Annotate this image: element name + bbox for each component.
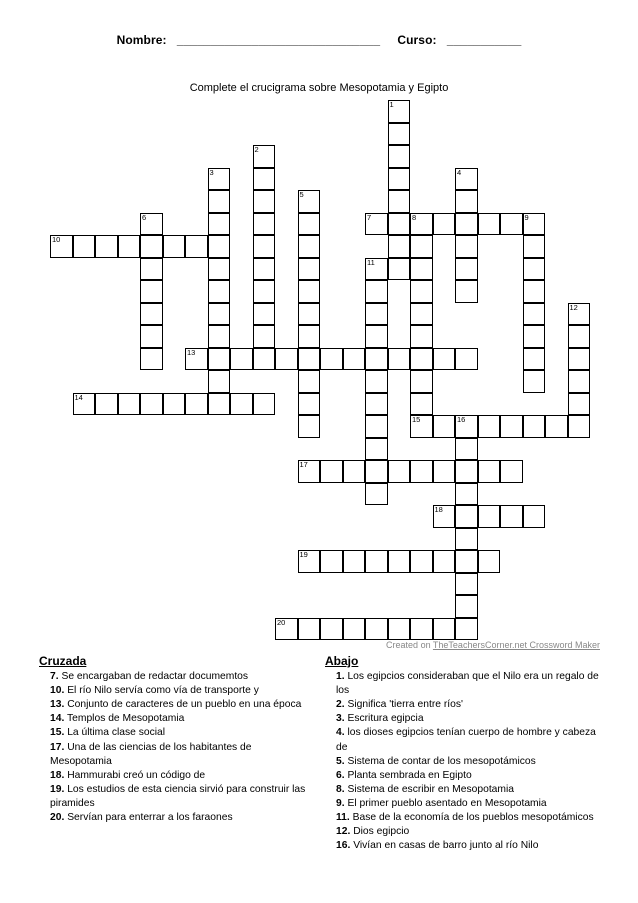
crossword-cell[interactable]: [275, 348, 298, 371]
crossword-cell[interactable]: [433, 415, 456, 438]
clue-item: [39, 726, 314, 740]
crossword-cell[interactable]: [140, 258, 163, 281]
crossword-cell[interactable]: [478, 415, 501, 438]
clue-item: [39, 712, 314, 726]
clue-item-text: La última clase social: [64, 727, 166, 739]
crossword-cell[interactable]: [388, 123, 411, 146]
crossword-cell[interactable]: [455, 595, 478, 618]
crossword-cell[interactable]: [208, 213, 231, 236]
crossword-cell[interactable]: [140, 303, 163, 326]
crossword-cell[interactable]: [365, 550, 388, 573]
clue-item-number: 14.: [50, 713, 65, 725]
clue-item-text: Sistema de escribir en Mesopotamia: [344, 783, 514, 795]
crossword-cell[interactable]: [433, 550, 456, 573]
clue-number: 18: [434, 505, 443, 514]
crossword-cell[interactable]: [365, 348, 388, 371]
clue-item-text: Hammurabi creó un código de: [64, 769, 206, 781]
credit-line: [386, 640, 600, 650]
clue-number: 2: [254, 145, 259, 154]
crossword-cell[interactable]: [478, 550, 501, 573]
crossword-cell[interactable]: [568, 325, 591, 348]
crossword-cell[interactable]: [568, 415, 591, 438]
clue-number: 9: [524, 212, 529, 222]
crossword-cell[interactable]: [410, 235, 433, 258]
crossword-cell[interactable]: [253, 168, 276, 191]
crossword-cell[interactable]: [455, 573, 478, 596]
down-clues: [325, 654, 605, 853]
clue-item: [325, 670, 605, 698]
clue-number: 8: [412, 212, 417, 222]
crossword-cell[interactable]: [365, 258, 388, 281]
clue-item-text: Los egipcios consideraban que el Nilo era un regalo de los: [336, 671, 599, 697]
crossword-cell[interactable]: [455, 415, 478, 438]
crossword-cell[interactable]: [253, 348, 276, 371]
clue-number: 12: [569, 302, 578, 312]
crossword-cell[interactable]: [433, 348, 456, 371]
crossword-cell[interactable]: [388, 258, 411, 281]
crossword-cell[interactable]: [163, 393, 186, 416]
clue-item: [325, 783, 605, 797]
crossword-cell[interactable]: [500, 415, 523, 438]
crossword-cell[interactable]: [95, 393, 118, 416]
crossword-cell[interactable]: [365, 370, 388, 393]
crossword-cell[interactable]: [478, 460, 501, 483]
name-label: Nombre:: [116, 33, 167, 47]
name-blank[interactable]: ______________________________: [176, 33, 381, 47]
crossword-cell[interactable]: [410, 258, 433, 281]
crossword-cell[interactable]: [365, 415, 388, 438]
crossword-cell[interactable]: [253, 393, 276, 416]
clue-item-text: Sistema de contar de los mesopotámicos: [344, 755, 536, 767]
clue-item-number: 18.: [50, 769, 65, 781]
clue-item-text: El primer pueblo asentado en Mesopotamia: [344, 797, 547, 809]
crossword-cell[interactable]: [230, 393, 253, 416]
crossword-cell[interactable]: [568, 370, 591, 393]
clue-item: [39, 811, 314, 825]
clue-item-number: 5.: [336, 755, 345, 767]
clue-number: 15: [412, 415, 421, 424]
crossword-cell[interactable]: [298, 213, 321, 236]
clue-item-text: Base de la economía de los pueblos mesopotámicos: [349, 812, 594, 824]
crossword-cell[interactable]: [410, 415, 433, 438]
crossword-cell[interactable]: [455, 460, 478, 483]
clue-item-text: Los estudios de esta ciencia sirvió para construir las piramides: [50, 783, 306, 809]
crossword-cell[interactable]: [208, 280, 231, 303]
crossword-cell[interactable]: [343, 348, 366, 371]
clue-number: 5: [299, 190, 304, 199]
crossword-cell[interactable]: [433, 505, 456, 528]
crossword-cell[interactable]: [388, 213, 411, 236]
clue-item-number: 6.: [336, 769, 345, 781]
clue-item-number: 20.: [50, 812, 65, 824]
clue-item-number: 1.: [336, 671, 345, 683]
clue-item: [325, 769, 605, 783]
crossword-cell[interactable]: [298, 370, 321, 393]
crossword-cell[interactable]: [410, 213, 433, 236]
crossword-cell[interactable]: [365, 438, 388, 461]
credit-link[interactable]: TheTeachersCorner.net Crossword Maker: [432, 640, 600, 650]
crossword-cell[interactable]: [298, 190, 321, 213]
crossword-cell[interactable]: [455, 550, 478, 573]
crossword-cell[interactable]: [118, 235, 141, 258]
crossword-cell[interactable]: [298, 258, 321, 281]
crossword-cell[interactable]: [500, 460, 523, 483]
crossword-cell[interactable]: [343, 618, 366, 641]
crossword-cell[interactable]: [50, 235, 73, 258]
crossword-cell[interactable]: [208, 393, 231, 416]
clue-item: [325, 811, 605, 825]
crossword-cell[interactable]: [410, 460, 433, 483]
clue-item-text: Escritura egipcia: [344, 713, 424, 725]
crossword-cell[interactable]: [410, 370, 433, 393]
clue-item-text: Vivían en casas de barro junto al río Nilo: [350, 840, 539, 852]
crossword-cell[interactable]: [455, 258, 478, 281]
crossword-cell[interactable]: [253, 303, 276, 326]
clue-item-text: Conjunto de caracteres de un pueblo en una época: [64, 699, 302, 711]
clue-number: 17: [299, 460, 308, 469]
crossword-cell[interactable]: [140, 393, 163, 416]
crossword-cell[interactable]: [140, 280, 163, 303]
clue-item: [325, 755, 605, 769]
crossword-cell[interactable]: [275, 618, 298, 641]
crossword-cell[interactable]: [523, 415, 546, 438]
crossword-cell[interactable]: [118, 393, 141, 416]
clue-number: 16: [457, 415, 466, 424]
clue-item-text: Planta sembrada en Egipto: [344, 769, 472, 781]
clue-item-number: 3.: [336, 713, 345, 725]
clue-number: 7: [367, 212, 372, 222]
clue-item-text: Se encargaban de redactar documemtos: [58, 671, 249, 683]
crossword-cell[interactable]: [455, 483, 478, 506]
across-heading: Cruzada: [39, 654, 87, 668]
crossword-cell[interactable]: [253, 213, 276, 236]
crossword-cell[interactable]: [410, 550, 433, 573]
clue-item-number: 12.: [336, 826, 351, 838]
crossword-cell[interactable]: [523, 213, 546, 236]
crossword-cell[interactable]: [73, 393, 96, 416]
crossword-cell[interactable]: [523, 370, 546, 393]
clue-number: 20: [277, 617, 286, 627]
crossword-cell[interactable]: [298, 235, 321, 258]
clue-number: 11: [367, 257, 375, 267]
crossword-cell[interactable]: [410, 348, 433, 371]
crossword-cell[interactable]: [478, 213, 501, 236]
clue-item-number: 10.: [50, 685, 65, 697]
crossword-cell[interactable]: [208, 258, 231, 281]
crossword-cell[interactable]: [455, 213, 478, 236]
clue-item-number: 16.: [336, 840, 351, 852]
clue-item: [325, 797, 605, 811]
crossword-cell[interactable]: [455, 190, 478, 213]
clue-item: [39, 769, 314, 783]
crossword-cell[interactable]: [320, 348, 343, 371]
crossword-cell[interactable]: [523, 325, 546, 348]
crossword-cell[interactable]: [253, 145, 276, 168]
crossword-cell[interactable]: [568, 348, 591, 371]
crossword-cell[interactable]: [298, 348, 321, 371]
crossword-cell[interactable]: [298, 415, 321, 438]
crossword-cell[interactable]: [140, 213, 163, 236]
crossword-cell[interactable]: [185, 393, 208, 416]
crossword-cell[interactable]: [433, 213, 456, 236]
credit-prefix: Created on: [386, 640, 433, 650]
crossword-cell[interactable]: [433, 460, 456, 483]
crossword-cell[interactable]: [410, 393, 433, 416]
crossword-cell[interactable]: [208, 370, 231, 393]
crossword-cell[interactable]: [568, 393, 591, 416]
crossword-cell[interactable]: [140, 325, 163, 348]
crossword-cell[interactable]: [410, 325, 433, 348]
clue-item-text: El río Nilo servía como vía de transporte y: [64, 685, 259, 697]
crossword-cell[interactable]: [455, 438, 478, 461]
clue-number: 19: [299, 550, 308, 559]
across-clue-list: [39, 670, 314, 825]
clue-item: [39, 783, 314, 811]
crossword-cell[interactable]: [140, 348, 163, 371]
clue-item: [39, 698, 314, 712]
clue-number: 4: [457, 167, 462, 177]
crossword-cell[interactable]: [365, 213, 388, 236]
crossword-cell[interactable]: [455, 618, 478, 641]
crossword-cell[interactable]: [298, 618, 321, 641]
clue-item-number: 15.: [50, 727, 65, 739]
course-blank[interactable]: ___________: [446, 33, 522, 47]
clue-item-number: 17.: [50, 741, 65, 753]
crossword-cell[interactable]: [320, 550, 343, 573]
clue-item-number: 2.: [336, 699, 345, 711]
crossword-cell[interactable]: [410, 618, 433, 641]
clue-number: 14: [74, 392, 83, 402]
clue-item-text: Una de las ciencias de los habitantes de Mesopotamia: [50, 741, 252, 767]
crossword-cell[interactable]: [455, 528, 478, 551]
crossword-cell[interactable]: [163, 235, 186, 258]
crossword-cell[interactable]: [410, 303, 433, 326]
crossword-cell[interactable]: [523, 235, 546, 258]
crossword-cell[interactable]: [208, 168, 231, 191]
crossword-cell[interactable]: [208, 325, 231, 348]
crossword-cell[interactable]: [365, 460, 388, 483]
crossword-cell[interactable]: [388, 618, 411, 641]
crossword-cell[interactable]: [253, 235, 276, 258]
crossword-cell[interactable]: [298, 325, 321, 348]
crossword-cell[interactable]: [298, 393, 321, 416]
crossword-cell[interactable]: [523, 258, 546, 281]
crossword-cell[interactable]: [140, 235, 163, 258]
clue-item-number: 13.: [50, 699, 65, 711]
crossword-cell[interactable]: [298, 303, 321, 326]
crossword-cell[interactable]: [455, 280, 478, 303]
crossword-cell[interactable]: [523, 303, 546, 326]
crossword-cell[interactable]: [500, 213, 523, 236]
clue-number: 13: [187, 347, 196, 357]
crossword-cell[interactable]: [365, 325, 388, 348]
crossword-cell[interactable]: [298, 550, 321, 573]
crossword-cell[interactable]: [388, 460, 411, 483]
clue-item-number: 9.: [336, 797, 345, 809]
crossword-cell[interactable]: [365, 483, 388, 506]
clue-number: 3: [209, 167, 214, 177]
crossword-cell[interactable]: [320, 618, 343, 641]
clue-item-number: 11.: [336, 812, 350, 824]
clue-item: [39, 670, 314, 684]
crossword-cell[interactable]: [365, 280, 388, 303]
clue-item-number: 8.: [336, 783, 345, 795]
crossword-cell[interactable]: [523, 505, 546, 528]
crossword-cell[interactable]: [365, 393, 388, 416]
crossword-cell[interactable]: [545, 415, 568, 438]
crossword-cell[interactable]: [388, 100, 411, 123]
course-label: Curso:: [397, 33, 437, 47]
crossword-cell[interactable]: [388, 190, 411, 213]
crossword-cell[interactable]: [298, 460, 321, 483]
crossword-cell[interactable]: [410, 280, 433, 303]
crossword-cell[interactable]: [455, 348, 478, 371]
crossword-cell[interactable]: [388, 348, 411, 371]
clue-item: [39, 741, 314, 769]
crossword-cell[interactable]: [388, 550, 411, 573]
crossword-cell[interactable]: [500, 505, 523, 528]
crossword-cell[interactable]: [388, 145, 411, 168]
crossword-cell[interactable]: [208, 235, 231, 258]
crossword-cell[interactable]: [73, 235, 96, 258]
crossword-cell[interactable]: [230, 348, 253, 371]
clue-item: [325, 839, 605, 853]
crossword-cell[interactable]: [185, 235, 208, 258]
clue-item-number: 19.: [50, 783, 65, 795]
crossword-cell[interactable]: [455, 168, 478, 191]
crossword-cell[interactable]: [343, 550, 366, 573]
crossword-cell[interactable]: [208, 303, 231, 326]
crossword-cell[interactable]: [185, 348, 208, 371]
down-heading: Abajo: [325, 654, 359, 668]
page-title: Complete el crucigrama sobre Mesopotamia y Egipto: [189, 82, 449, 94]
crossword-cell[interactable]: [523, 280, 546, 303]
clue-item-text: Dios egipcio: [350, 826, 410, 838]
crossword-cell[interactable]: [523, 348, 546, 371]
clue-item-number: 7.: [50, 671, 59, 683]
crossword-cell[interactable]: [455, 505, 478, 528]
down-clue-list: [325, 670, 605, 853]
clue-item-text: los dioses egipcios tenían cuerpo de hombre y cabeza de: [336, 727, 596, 753]
clue-item-number: 4.: [336, 727, 345, 739]
crossword-cell[interactable]: [455, 235, 478, 258]
crossword-cell[interactable]: [433, 618, 456, 641]
crossword-cell[interactable]: [95, 235, 118, 258]
crossword-cell[interactable]: [253, 258, 276, 281]
clue-item: [325, 726, 605, 754]
crossword-cell[interactable]: [478, 505, 501, 528]
clue-item-text: Templos de Mesopotamia: [64, 713, 185, 725]
crossword-cell[interactable]: [208, 348, 231, 371]
clue-item: [325, 698, 605, 712]
crossword-cell[interactable]: [343, 460, 366, 483]
across-clues: [39, 654, 314, 825]
clue-number: 10: [52, 235, 61, 244]
crossword-cell[interactable]: [365, 618, 388, 641]
crossword-cell[interactable]: [253, 280, 276, 303]
clue-item-text: Servían para enterrar a los faraones: [64, 812, 233, 824]
crossword-cell[interactable]: [208, 190, 231, 213]
crossword-cell[interactable]: [365, 303, 388, 326]
crossword-cell[interactable]: [388, 168, 411, 191]
clue-number: 6: [142, 212, 147, 222]
crossword-cell[interactable]: [568, 303, 591, 326]
crossword-cell[interactable]: [253, 190, 276, 213]
clue-item: [39, 684, 314, 698]
crossword-cell[interactable]: [388, 235, 411, 258]
clue-item: [325, 825, 605, 839]
clue-item: [325, 712, 605, 726]
crossword-cell[interactable]: [298, 280, 321, 303]
clue-item-text: Significa 'tierra entre ríos': [344, 699, 463, 711]
crossword-cell[interactable]: [320, 460, 343, 483]
clue-number: 1: [389, 100, 394, 109]
crossword-cell[interactable]: [253, 325, 276, 348]
